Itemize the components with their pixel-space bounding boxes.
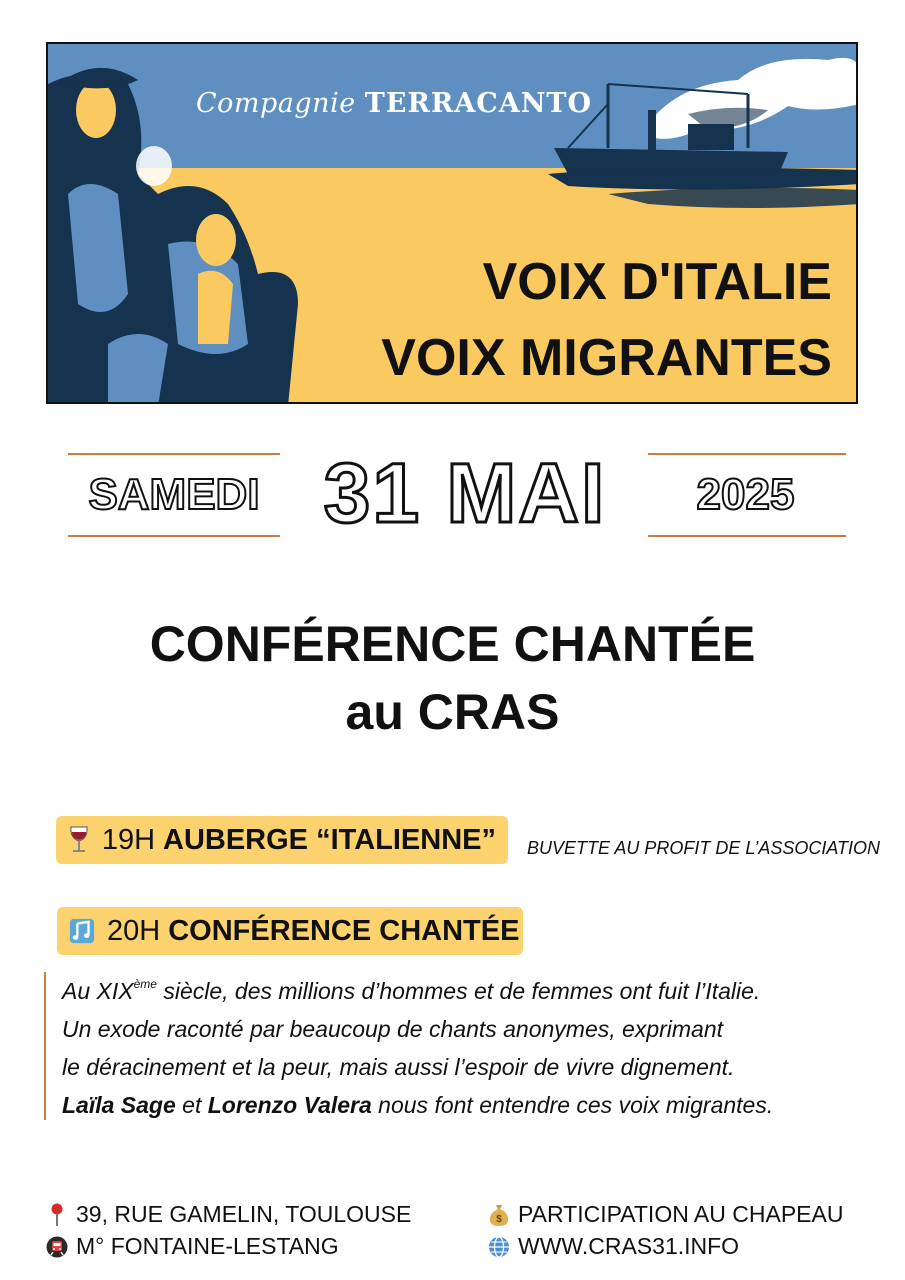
description-accent-bar [44,972,46,1120]
money-bag-icon [488,1203,510,1227]
location-pin-icon [46,1203,68,1227]
schedule-note: BUVETTE AU PROFIT DE L’ASSOCIATION [527,838,881,858]
website-link[interactable]: WWW.CRAS31.INFO [518,1233,740,1259]
schedule-label: CONFÉRENCE CHANTÉE [168,914,520,947]
divider [68,535,280,537]
performer-name: Laïla Sage [62,1092,176,1118]
company-prefix: Compagnie [196,88,356,119]
description-conjunction: et [175,1092,208,1118]
date-year: 2025 [696,470,795,519]
description-line2: Un exode raconté par beaucoup de chants anonymes, exprimant [62,1016,724,1042]
description [62,972,882,1124]
music-notes-icon [69,916,95,946]
footer-website[interactable] [488,1233,739,1260]
footer-address [46,1201,411,1228]
banner-title-line2: VOIX MIGRANTES [381,329,832,387]
event-title-line2: au CRAS [345,684,560,740]
divider [648,453,846,455]
banner [46,42,858,404]
divider [68,453,280,455]
metro-icon [46,1235,68,1259]
wine-glass-icon [68,825,90,855]
description-superscript: ème [133,977,157,992]
date-main: 31 MAI [323,446,607,540]
footer-price [488,1201,843,1228]
description-line1 [62,972,882,1010]
schedule-item-conference [57,907,523,955]
description-line1-start: Au XIX [62,978,134,1004]
svg-text:$: $ [496,1213,502,1225]
date-day: SAMEDI [88,470,260,519]
description-line1-end: siècle, des millions d’hommes et de femmes ont fuit l’Italie. [156,978,761,1004]
schedule-time: 19H [101,823,156,856]
description-line4-end: nous font entendre ces voix migrantes. [371,1092,774,1118]
event-title-line1: CONFÉRENCE CHANTÉE [149,616,756,672]
banner-title-line1: VOIX D'ITALIE [482,253,832,311]
schedule-item-auberge [56,816,508,864]
company-name [196,88,592,119]
company-brand: TERRACANTO [364,88,593,119]
footer-metro [46,1233,339,1260]
address-text: 39, RUE GAMELIN, TOULOUSE [76,1201,412,1227]
description-line4 [62,1086,882,1124]
schedule-label: AUBERGE “ITALIENNE” [163,823,496,856]
metro-text: M° FONTAINE-LESTANG [76,1233,339,1259]
price-text: PARTICIPATION AU CHAPEAU [518,1201,844,1227]
globe-icon [488,1235,510,1259]
performer-name: Lorenzo Valera [207,1092,372,1118]
divider [648,535,846,537]
schedule-time: 20H [107,914,161,947]
description-line3: le déracinement et la peur, mais aussi l’espoir de vivre dignement. [62,1054,735,1080]
